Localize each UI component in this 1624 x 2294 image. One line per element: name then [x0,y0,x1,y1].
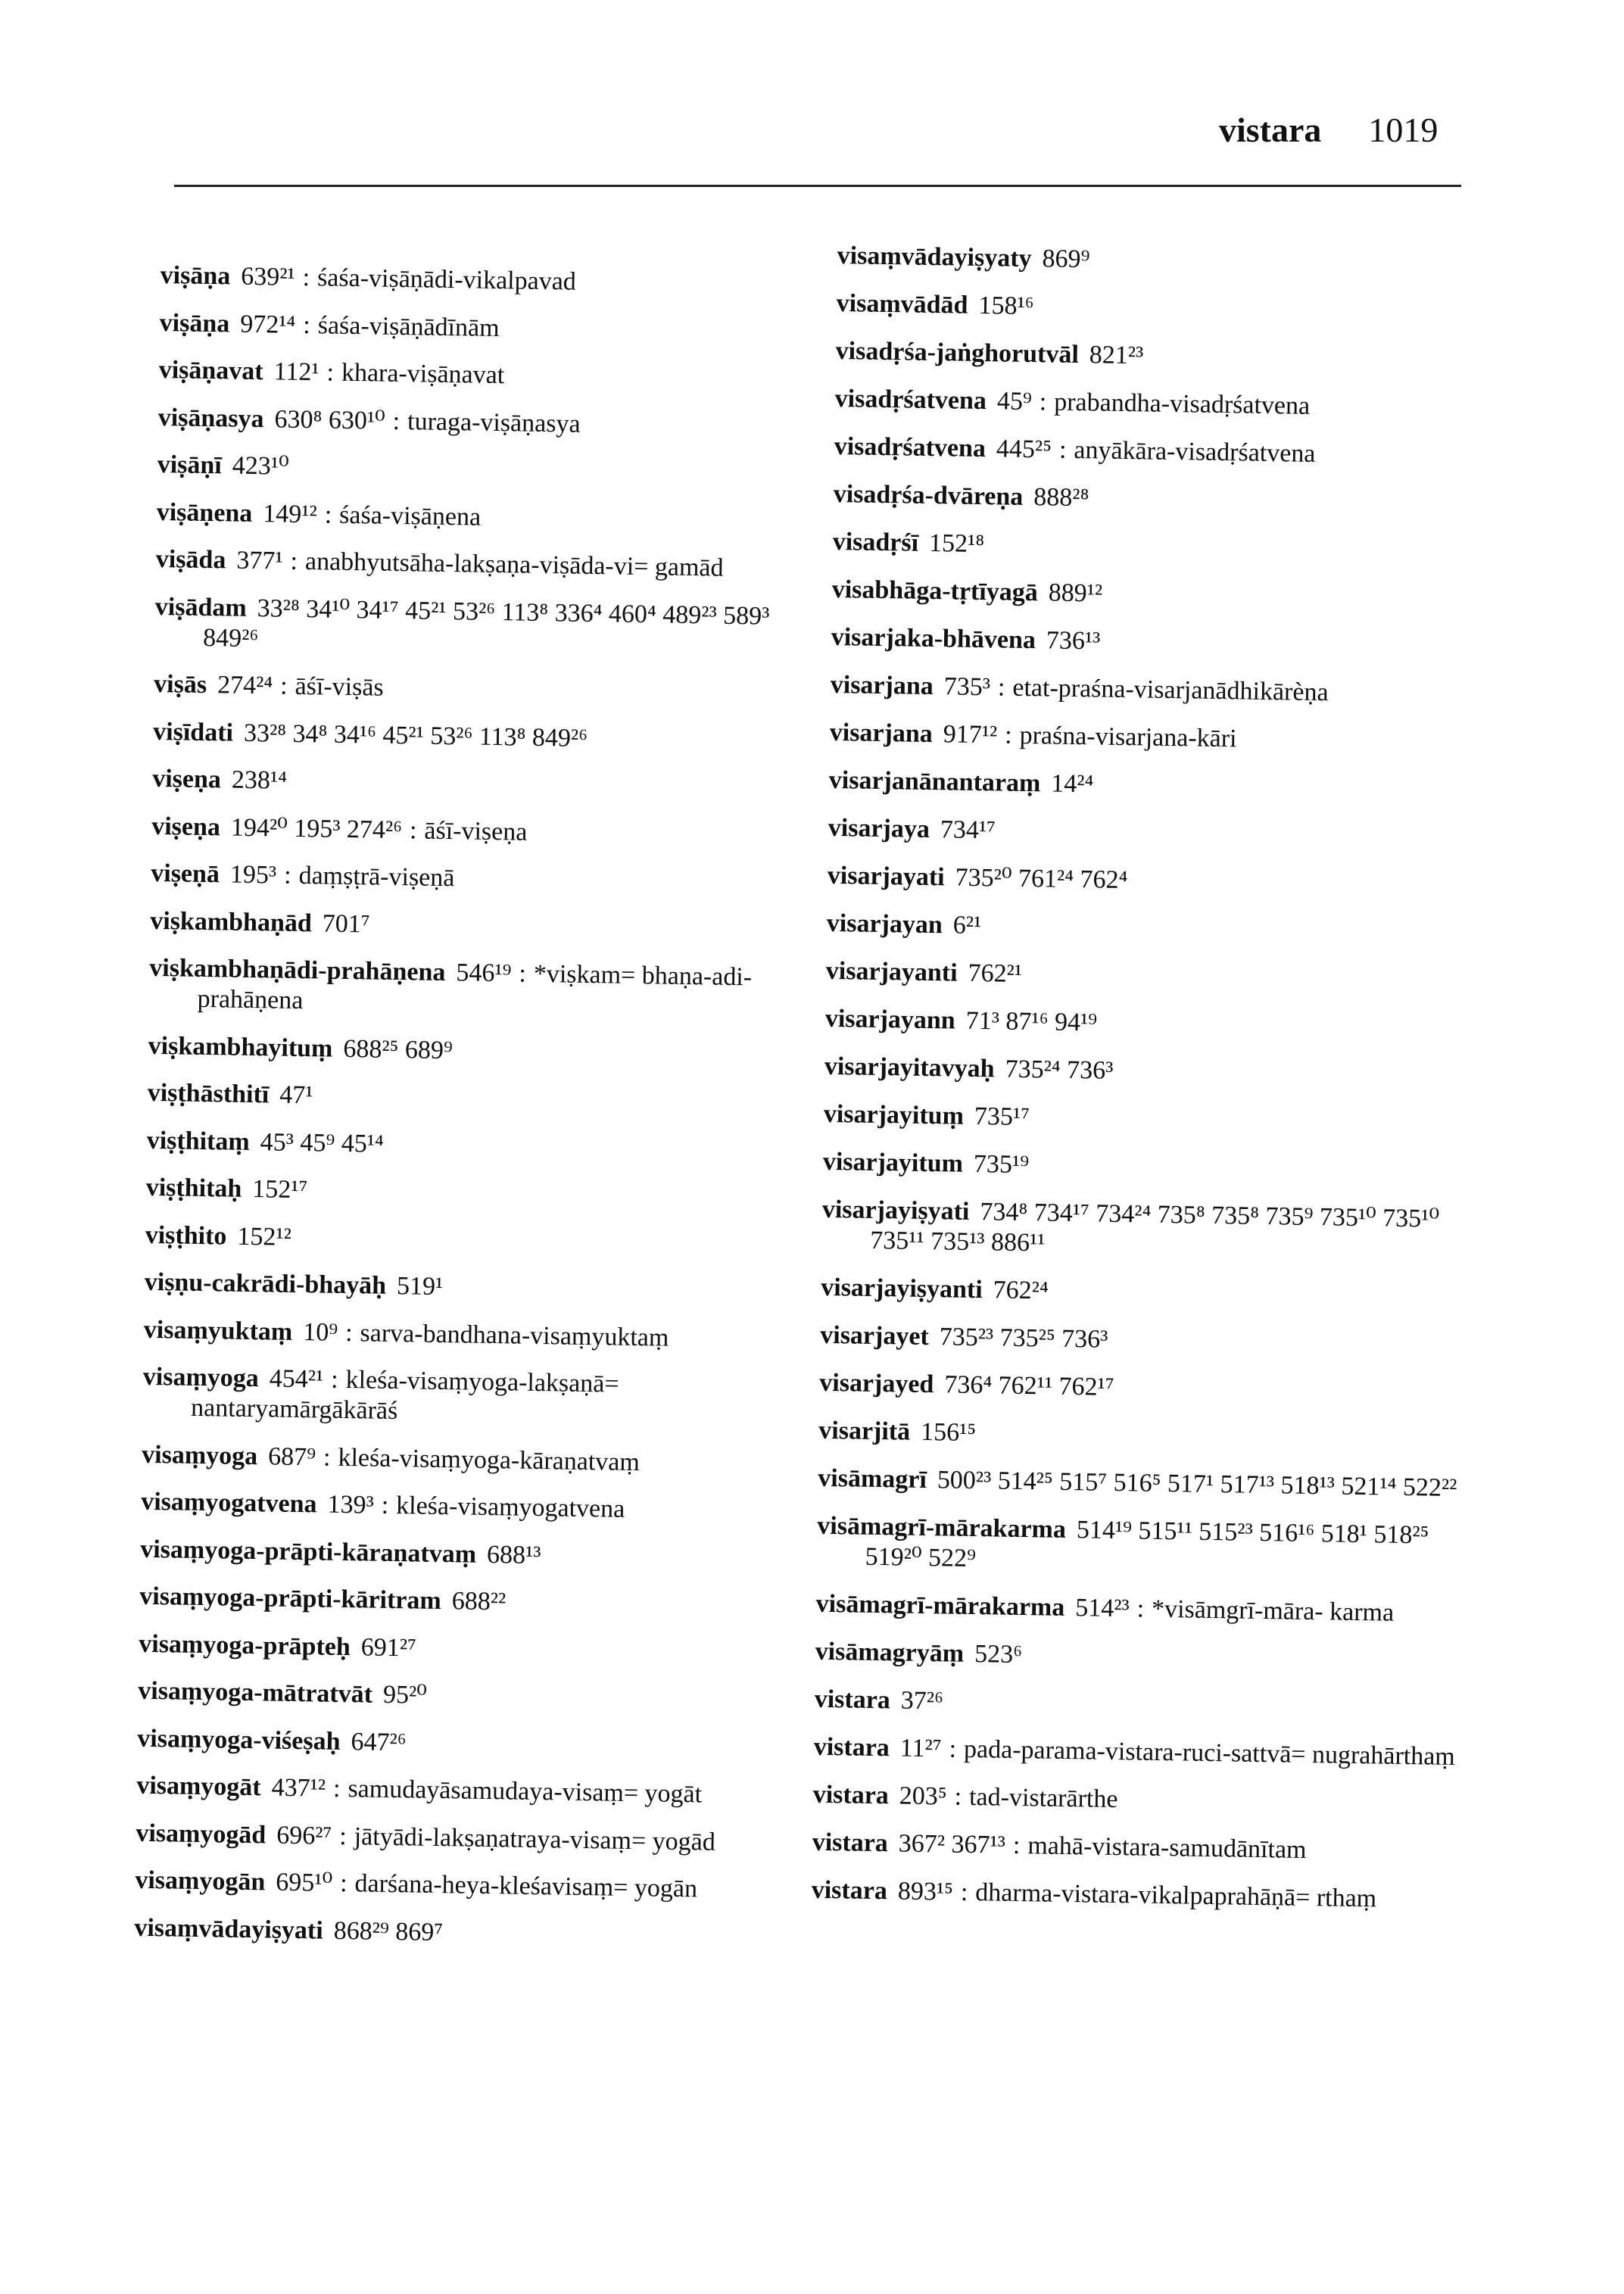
index-entry [136,1771,796,1812]
index-entry [134,1912,793,1953]
entry-references: 696²⁷ [276,1821,332,1850]
entry-headword: visarjayitavyaḥ [824,1052,995,1083]
entry-references: 45³ 45⁹ 45¹⁴ [260,1127,385,1158]
index-entry [827,909,1494,949]
index-entry [821,1195,1488,1266]
entry-references: 367² 367¹³ [898,1829,1006,1859]
index-entry [143,1314,803,1355]
entry-headword: visaṃvādayiṣyati [134,1913,324,1945]
entry-headword: visarjayitum [822,1147,964,1178]
entry-headword: viṣās [153,669,207,700]
index-entry [812,1828,1479,1869]
index-entry [816,1511,1483,1582]
index-entry [818,1416,1485,1457]
entry-headword: visarjayati [827,861,945,892]
entry-references: 695¹⁰ [276,1868,333,1897]
entry-references: 377¹ [236,546,283,575]
index-entry [815,1589,1482,1630]
index-entry [833,479,1500,520]
entry-headword: visarjayanti [825,956,958,987]
entry-headword: visāmagrī [818,1463,927,1495]
entry-headword: visaṃyuktaṃ [143,1315,293,1346]
entry-headword: viṣkambhaṇād [150,906,313,937]
entry-headword: visaṃyoga-mātratvāt [138,1676,373,1709]
entry-separator: : [1136,1594,1145,1623]
entry-references: 893¹⁵ [897,1877,954,1906]
entry-gloss: kleśa-visaṃyoga-kāraṇatvaṃ [338,1443,641,1476]
entry-references: 647²⁶ [351,1727,407,1756]
index-entry [825,1004,1492,1045]
entry-gloss: khara-viṣāṇavat [341,358,505,390]
entry-references: 869⁹ [1042,245,1090,274]
entry-gloss: āśī-viṣās [295,672,384,702]
entry-headword: visaṃvādayiṣyaty [837,241,1032,273]
entry-references: 701⁷ [322,909,370,938]
entry-headword: visāmagryāṃ [815,1637,965,1668]
entry-references: 33²⁸ 34⁸ 34¹⁶ 45²¹ 53²⁶ 113⁸ 849²⁶ [243,718,588,753]
entry-headword: viṣāṇī [157,450,223,480]
entry-gloss: samudayāsamudaya-visaṃ= yogāt [348,1775,703,1809]
entry-gloss: darśana-heya-kleśavisaṃ= yogān [354,1869,698,1903]
entry-headword: visadṛśa-dvāreṇa [833,479,1024,511]
entry-references: 71³ 87¹⁶ 94¹⁹ [965,1006,1098,1037]
entry-separator: : [997,673,1005,702]
index-entry [139,1629,798,1669]
entry-headword: vistara [811,1875,888,1906]
entry-separator: : [392,407,401,435]
entry-references: 500²³ 514²⁵ 515⁷ 516⁵ 517¹ 517¹³ 518¹³ 521¹⁴ 522²² [937,1466,1457,1503]
entry-headword: viṣādam [154,592,248,622]
entry-gloss: anyākāra-visadṛśatvena [1074,435,1316,468]
entry-headword: viṣāṇa [160,260,231,291]
index-entry [828,765,1495,806]
entry-headword: visarjaya [828,813,930,844]
entry-references: 735²⁴ 736³ [1005,1055,1114,1085]
entry-gloss: turaga-viṣāṇasya [407,407,581,438]
entry-references: 445²⁵ [996,435,1052,464]
index-entry [139,1582,799,1622]
index-entry [142,1362,802,1433]
index-entry [834,432,1501,472]
entry-headword: visarjayed [819,1368,934,1399]
index-entry [829,718,1496,759]
index-entry [137,1723,796,1764]
entry-references: 454²¹ [269,1364,324,1394]
entry-headword: visarjitā [818,1416,911,1446]
entry-references: 156¹⁵ [920,1417,977,1448]
index-entry [145,1220,804,1261]
entry-headword: visaṃyoga [142,1362,260,1393]
entry-headword: vistara [813,1732,890,1763]
index-entry [159,307,818,348]
entry-headword: viṣāda [155,544,226,575]
page-number: 1019 [1368,111,1439,149]
entry-gloss: śaśa-viṣāṇādīnām [317,310,500,342]
entry-references: 639²¹ [240,262,295,291]
entry-separator: : [1012,1831,1021,1860]
entry-headword: viṣāṇavat [158,355,263,386]
index-entry [147,1078,806,1119]
entry-references: 152¹² [237,1222,292,1251]
index-entry [820,1320,1487,1361]
index-entry [157,402,817,443]
entry-headword: viṣāṇasya [157,403,264,433]
entry-headword: viṣṭhito [145,1220,227,1251]
index-entry [153,716,812,757]
entry-headword: visaṃyoga-prāpti-kāritram [139,1582,442,1616]
entry-gloss: *visāmgrī-māra- karma [1151,1594,1395,1627]
index-entry [824,1099,1491,1140]
index-entry [813,1732,1480,1773]
entry-references: 762²¹ [968,958,1023,988]
index-entry [824,1052,1492,1092]
index-entry [148,1030,807,1071]
entry-references: 158¹⁶ [978,291,1034,321]
index-entry [156,497,815,538]
entry-headword: visarjaka-bhāvena [831,622,1036,655]
entry-gloss: śaśa-viṣāṇādi-vikalpavad [316,263,577,296]
index-entry [145,1173,805,1214]
entry-references: 112¹ [273,357,320,387]
entry-separator: : [339,1822,348,1850]
entry-references: 14²⁴ [1051,769,1094,799]
entry-headword: visadṛśa-jaṅghorutvāl [835,336,1080,369]
entry-references: 523⁶ [974,1640,1023,1669]
entry-headword: visaṃyoga-prāpteḥ [139,1629,351,1661]
index-entry [812,1780,1479,1821]
entry-headword: viṣkambhayituṃ [148,1031,333,1063]
entry-separator: : [409,815,417,844]
index-entry [142,1439,801,1480]
entry-gloss: jātyādi-lakṣaṇatraya-visaṃ= yogād [354,1822,716,1856]
index-entry [152,764,812,805]
entry-headword: visaṃyoga-viśeṣaḥ [137,1724,341,1756]
entry-references: 735¹⁹ [973,1149,1030,1180]
entry-references: 736⁴ 762¹¹ 762¹⁷ [944,1370,1114,1401]
entry-gloss: śaśa-viṣāṇena [338,500,482,531]
entry-headword: viṣṭhāsthitī [147,1078,270,1109]
entry-references: 152¹⁷ [252,1175,308,1205]
entry-references: 821²³ [1089,341,1144,370]
entry-headword: visarjayiṣyanti [820,1273,983,1304]
entry-references: 149¹² [263,499,318,528]
entry-headword: visaṃyoga-prāpti-kāraṇatvaṃ [139,1535,477,1569]
entry-references: 688²² [451,1587,507,1616]
index-entry [830,670,1497,711]
index-entry [144,1267,803,1308]
entry-references: 37²⁶ [900,1686,944,1716]
index-entry [834,384,1501,425]
entry-references: 868²⁹ 869⁷ [333,1916,444,1946]
entry-separator: : [303,310,311,339]
index-entry [821,1273,1488,1314]
index-entry [831,575,1498,616]
entry-separator: : [344,1318,353,1347]
entry-separator: : [323,1443,331,1472]
entry-headword: visadṛśatvena [834,384,987,416]
entry-references: 6²¹ [952,911,982,940]
entry-separator: : [381,1491,389,1519]
entry-separator: : [330,1365,338,1394]
entry-separator: : [283,861,291,890]
entry-headword: viṣeṇa [151,764,222,794]
entry-gloss: tad-vistarārthe [968,1782,1118,1814]
entry-headword: visarjayiṣyati [821,1195,970,1226]
entry-headword: visaṃyoga [141,1440,258,1470]
entry-references: 47¹ [279,1080,313,1110]
entry-references: 735²⁰ 761²⁴ 762⁴ [955,863,1128,895]
index-entry [828,813,1495,854]
index-entry [151,859,810,899]
index-entry [141,1487,800,1528]
entry-references: 33²⁸ 34¹⁰ 34¹⁷ 45²¹ 53²⁶ 113⁸ 336⁴ 460⁴ 489²³ 589³ 849²⁶ [202,594,770,653]
index-entry [828,861,1495,902]
index-entry [831,622,1498,663]
entry-headword: viṣāṇa [159,308,230,338]
entry-separator: : [954,1782,962,1811]
entry-references: 889¹² [1048,578,1103,608]
entry-references: 734⁸ 734¹⁷ 734²⁴ 735⁸ 735⁸ 735⁹ 735¹⁰ 735¹⁰ 735¹¹ 735¹³ 886¹¹ [869,1198,1440,1258]
entry-gloss: kleśa-visaṃyoga-lakṣaṇā= nantaryamārgākārāś [190,1366,619,1426]
index-entry [154,591,814,662]
entry-headword: visarjayet [820,1320,930,1351]
entry-headword: visabhāga-tṛtīyagā [831,575,1039,607]
entry-references: 514²³ [1074,1594,1130,1623]
entry-separator: : [949,1735,957,1763]
entry-headword: visarjayann [824,1004,956,1035]
entry-references: 437¹² [271,1773,326,1803]
entry-references: 888²⁸ [1033,483,1089,513]
index-entry [151,811,811,852]
entry-gloss: daṃṣṭrā-viṣeṇā [298,861,455,893]
entry-headword: visarjanānantaraṃ [828,765,1041,798]
entry-headword: visaṃvādād [836,288,968,319]
entry-separator: : [324,500,332,529]
entry-references: 10⁹ [302,1317,338,1347]
entry-references: 972¹⁴ [240,310,296,339]
entry-headword: visāmagrī-mārakarma [817,1511,1067,1544]
index-entry [150,905,809,946]
entry-separator: : [302,263,310,292]
entry-headword: visadṛśatvena [834,432,987,463]
entry-references: 152¹⁸ [928,528,985,559]
entry-headword: visaṃyogād [136,1819,267,1849]
index-entry [160,260,819,301]
entry-headword: visaṃyogatvena [140,1487,317,1519]
entry-gloss: pada-parama-vistara-ruci-sattvā= nugrahārthaṃ [963,1735,1456,1772]
entry-references: 735³ [943,672,991,702]
entry-references: 139³ [327,1490,375,1519]
entry-separator: : [960,1878,968,1906]
entry-references: 630⁸ 630¹⁰ [274,404,386,435]
entry-headword: visarjana [829,718,934,749]
index-entry [135,1865,794,1906]
entry-separator: : [1058,435,1067,464]
entry-separator: : [1004,721,1012,750]
entry-references: 687⁹ [267,1442,316,1471]
entry-separator: : [339,1869,348,1898]
index-entry [814,1685,1481,1725]
entry-references: 423¹⁰ [232,451,289,481]
entry-separator: : [279,672,288,700]
entry-separator: : [290,547,298,575]
index-entry [835,336,1502,377]
entry-gloss: anabhyutsāha-lakṣaṇa-viṣāda-vi= gamād [304,547,724,582]
entry-references: 734¹⁷ [940,815,996,845]
entry-separator: : [519,959,527,988]
entry-gloss: āśī-viṣeṇa [424,816,528,846]
entry-headword: viṣṇu-cakrādi-bhayāḥ [144,1267,387,1300]
entry-headword: visaṃyogāt [136,1771,261,1802]
entry-references: 736¹³ [1046,626,1101,656]
header-word: vistara [1219,111,1322,149]
index-entry [154,669,813,710]
entry-headword: viṣṭhitaḥ [145,1173,242,1203]
header-rule [174,185,1461,187]
entry-gloss: praśna-visarjana-kāri [1019,721,1237,753]
entry-headword: viṣṭhitaṃ [146,1126,251,1156]
entry-headword: visadṛśī [832,527,919,557]
entry-headword: vistara [814,1685,891,1715]
entry-headword: viṣīdati [152,717,234,747]
index-entry [811,1875,1478,1916]
entry-references: 688¹³ [486,1540,541,1569]
entry-references: 203⁵ [899,1781,947,1811]
entry-headword: viṣeṇā [150,859,220,889]
entry-separator: : [326,358,335,387]
entry-references: 274²⁴ [217,671,273,700]
index-entry [837,241,1504,282]
entry-gloss: prabandha-visadṛśatvena [1053,388,1311,420]
index-entry [832,527,1499,568]
entry-references: 11²⁷ [899,1734,942,1763]
entry-references: 735¹⁷ [974,1102,1030,1132]
entry-headword: viṣāṇena [156,497,253,528]
entry-separator: : [1039,388,1047,416]
index-entry [819,1368,1486,1409]
entry-gloss: mahā-vistara-samudānītam [1027,1831,1307,1864]
entry-headword: vistara [812,1828,889,1858]
entry-references: 691²⁷ [360,1632,417,1663]
index-entry [158,355,818,396]
entry-separator: : [332,1774,341,1803]
entry-headword: visāmagrī-mārakarma [815,1589,1065,1622]
entry-gloss: sarva-bandhana-visaṃyuktaṃ [360,1318,669,1352]
entry-references: 735²³ 735²⁵ 736³ [939,1323,1108,1354]
index-entry [157,450,816,491]
index-entry [148,953,808,1024]
index-entry [146,1125,806,1166]
entry-gloss: etat-praśna-visarjanādhikārèṇa [1012,673,1329,707]
entry-headword: viṣeṇa [151,812,221,841]
entry-references: 546¹⁹ [456,958,512,988]
entry-references: 519¹ [396,1272,444,1301]
entry-references: 762²⁴ [993,1276,1049,1305]
entry-headword: visarjayan [826,909,943,940]
entry-headword: visaṃyogān [135,1865,266,1897]
entry-gloss: dharma-vistara-vikalpaprahāṇā= rthaṃ [975,1878,1377,1913]
right-column [811,241,1504,1934]
entry-references: 95²⁰ [382,1680,428,1710]
entry-gloss: kleśa-visaṃyogatvena [395,1491,625,1523]
index-entry [136,1818,795,1859]
entry-references: 238¹⁴ [231,765,288,795]
entry-headword: vistara [812,1780,890,1810]
index-entry [138,1676,797,1717]
entry-references: 194²⁰ 195³ 274²⁶ [230,813,403,844]
index-entry [155,544,815,585]
index-entry [140,1534,800,1575]
entry-headword: visarjayituṃ [823,1099,965,1130]
left-column [134,260,819,1970]
index-entry [836,288,1503,329]
index-entry [823,1147,1490,1188]
entry-references: 45⁹ [996,387,1033,416]
entry-references: 917¹² [943,720,998,750]
entry-references: 688²⁵ 689⁹ [343,1034,454,1064]
entry-references: 195³ [229,860,277,890]
running-header [1219,110,1438,150]
entry-headword: viṣkambhaṇādi-prahāṇena [149,953,446,987]
index-entry [815,1637,1482,1678]
index-entry [818,1463,1485,1504]
index-entry [826,956,1493,997]
entry-references: 514¹⁹ 515¹¹ 515²³ 516¹⁶ 518¹ 518²⁵ 519²⁰ 522⁹ [865,1516,1429,1573]
entry-headword: visarjana [830,670,934,701]
entry-gloss: *viṣkam= bhaṇa-adi-prahāṇena [197,959,753,1015]
